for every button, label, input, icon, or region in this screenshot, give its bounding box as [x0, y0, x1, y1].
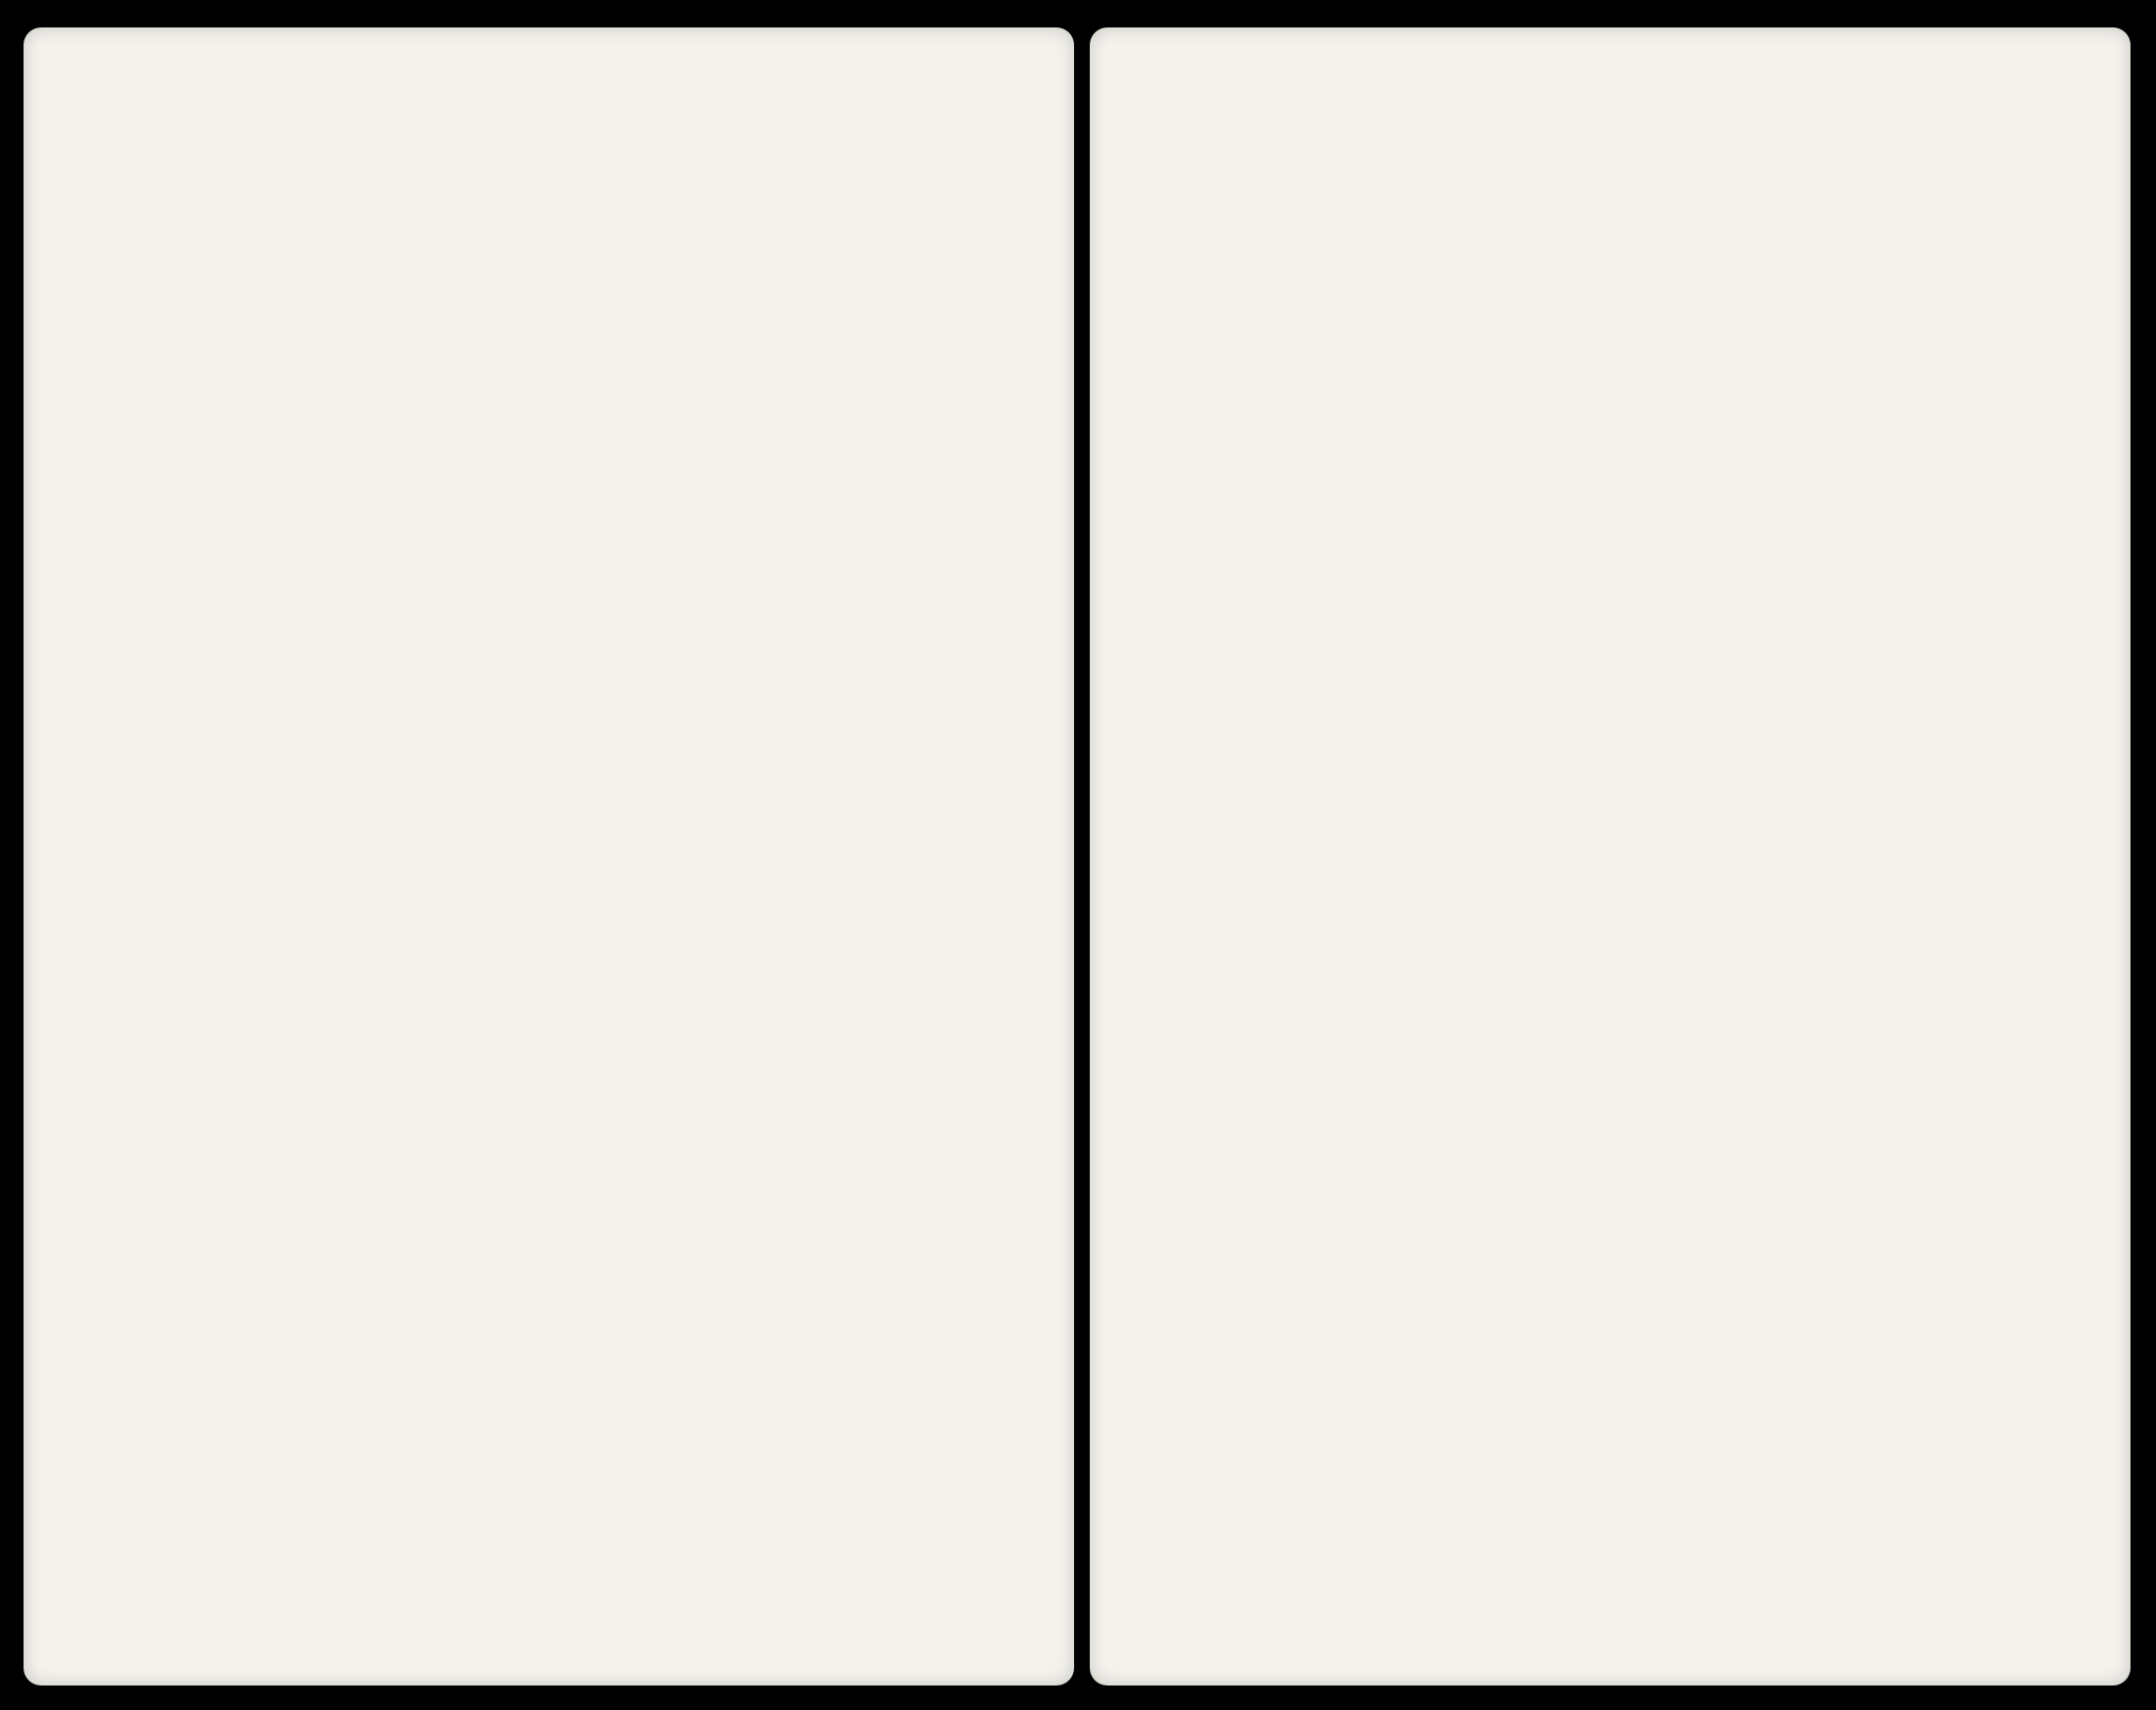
left-page	[24, 27, 1074, 1686]
right-page	[1090, 27, 2131, 1686]
